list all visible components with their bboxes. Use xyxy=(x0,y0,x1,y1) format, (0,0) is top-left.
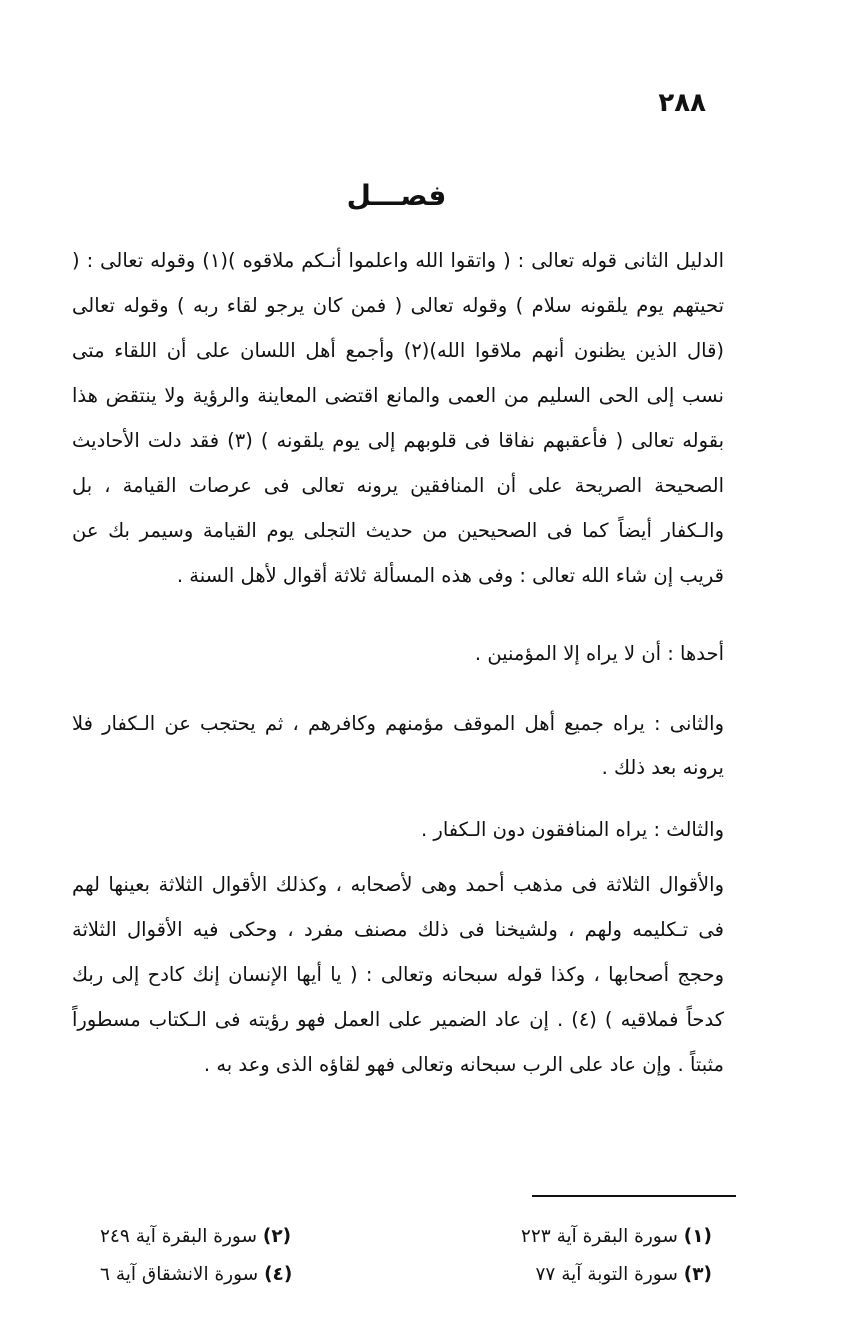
footnote-row xyxy=(100,1256,712,1294)
paragraph-evidence: الدليل الثانى قوله تعالى : ( واتقوا الله واعلموا أنـكم ملاقوه )(١) وقوله تعالى : ( تحيتهم يوم يلقونه سلام ) وقوله تعالى ( فمن كان يرجو لقاء ربه ) وقوله تعالى (قال الذين يظنون أنهم ملاقوا الله)(٢) وأجمع أهل اللسان على أن اللقاء متى نسب إلى الحى السليم من العمى والمانع اقتضى المعاينة والرؤية ولا ينتقض هذا بقوله تعالى ( فأعقبهم نفاقا فى قلوبهم إلى يوم يلقونه ) (٣) فقد دلت الأحاديث الصحيحة الصريحة على أن المنافقين يرونه تعالى فى عرصات القيامة ، بل والـكفار أيضاً كما فى الصحيحين من حديث التجلى يوم القيامة وسيمر بك عن قريب إن شاء الله تعالى : وفى هذه المسألة ثلاثة أقوال لأهل السنة . xyxy=(72,249,724,587)
footnotes xyxy=(100,1218,712,1294)
footnote-number: (٢) xyxy=(262,1226,292,1247)
footnote-text: سورة البقرة آية ٢٢٣ xyxy=(520,1226,678,1247)
paragraph-second-opinion: والثانى : يراه جميع أهل الموقف مؤمنهم وكافرهم ، ثم يحتجب عن الـكفار فلا يرونه بعد ذلك . xyxy=(72,712,724,779)
paragraph-third-opinion: والثالث : يراه المنافقون دون الـكفار . xyxy=(421,818,724,841)
footnote-number: (٤) xyxy=(264,1264,293,1285)
footnote-divider xyxy=(532,1195,736,1197)
footnote-text: سورة البقرة آية ٢٤٩ xyxy=(100,1226,257,1247)
footnote-4 xyxy=(100,1256,292,1294)
footnote-number: (٣) xyxy=(683,1264,712,1285)
page-number: ٢٨٨ xyxy=(658,88,706,118)
footnote-1 xyxy=(521,1218,712,1256)
paragraph-conclusion: والأقوال الثلاثة فى مذهب أحمد وهى لأصحابه ، وكذلك الأقوال الثلاثة بعينها لهم فى تـكليمه ولهم ، ولشيخنا فى ذلك مصنف مفرد ، وحكى فيه الأقوال الثلاثة وحجج أصحابها ، وكذا قوله سبحانه وتعالى : ( يا أيها الإنسان إنك كادح إلى ربك كدحاً فملاقيه ) (٤) . إن عاد الضمير على العمل فهو رؤيته فى الـكتاب مسطوراً مثبتاً . وإن عاد على الرب سبحانه وتعالى فهو لقاؤه الذى وعد به . xyxy=(72,873,725,1076)
footnote-number: (١) xyxy=(683,1226,712,1247)
footnote-text: سورة الانشقاق آية ٦ xyxy=(100,1264,259,1285)
footnote-2 xyxy=(100,1218,291,1256)
footnote-row xyxy=(100,1218,712,1256)
footnote-3 xyxy=(535,1256,712,1294)
paragraph-first-opinion: أحدها : أن لا يراه إلا المؤمنين . xyxy=(474,642,724,665)
footnote-text: سورة التوبة آية ٧٧ xyxy=(535,1264,678,1285)
section-title: فصـــل xyxy=(346,179,447,212)
